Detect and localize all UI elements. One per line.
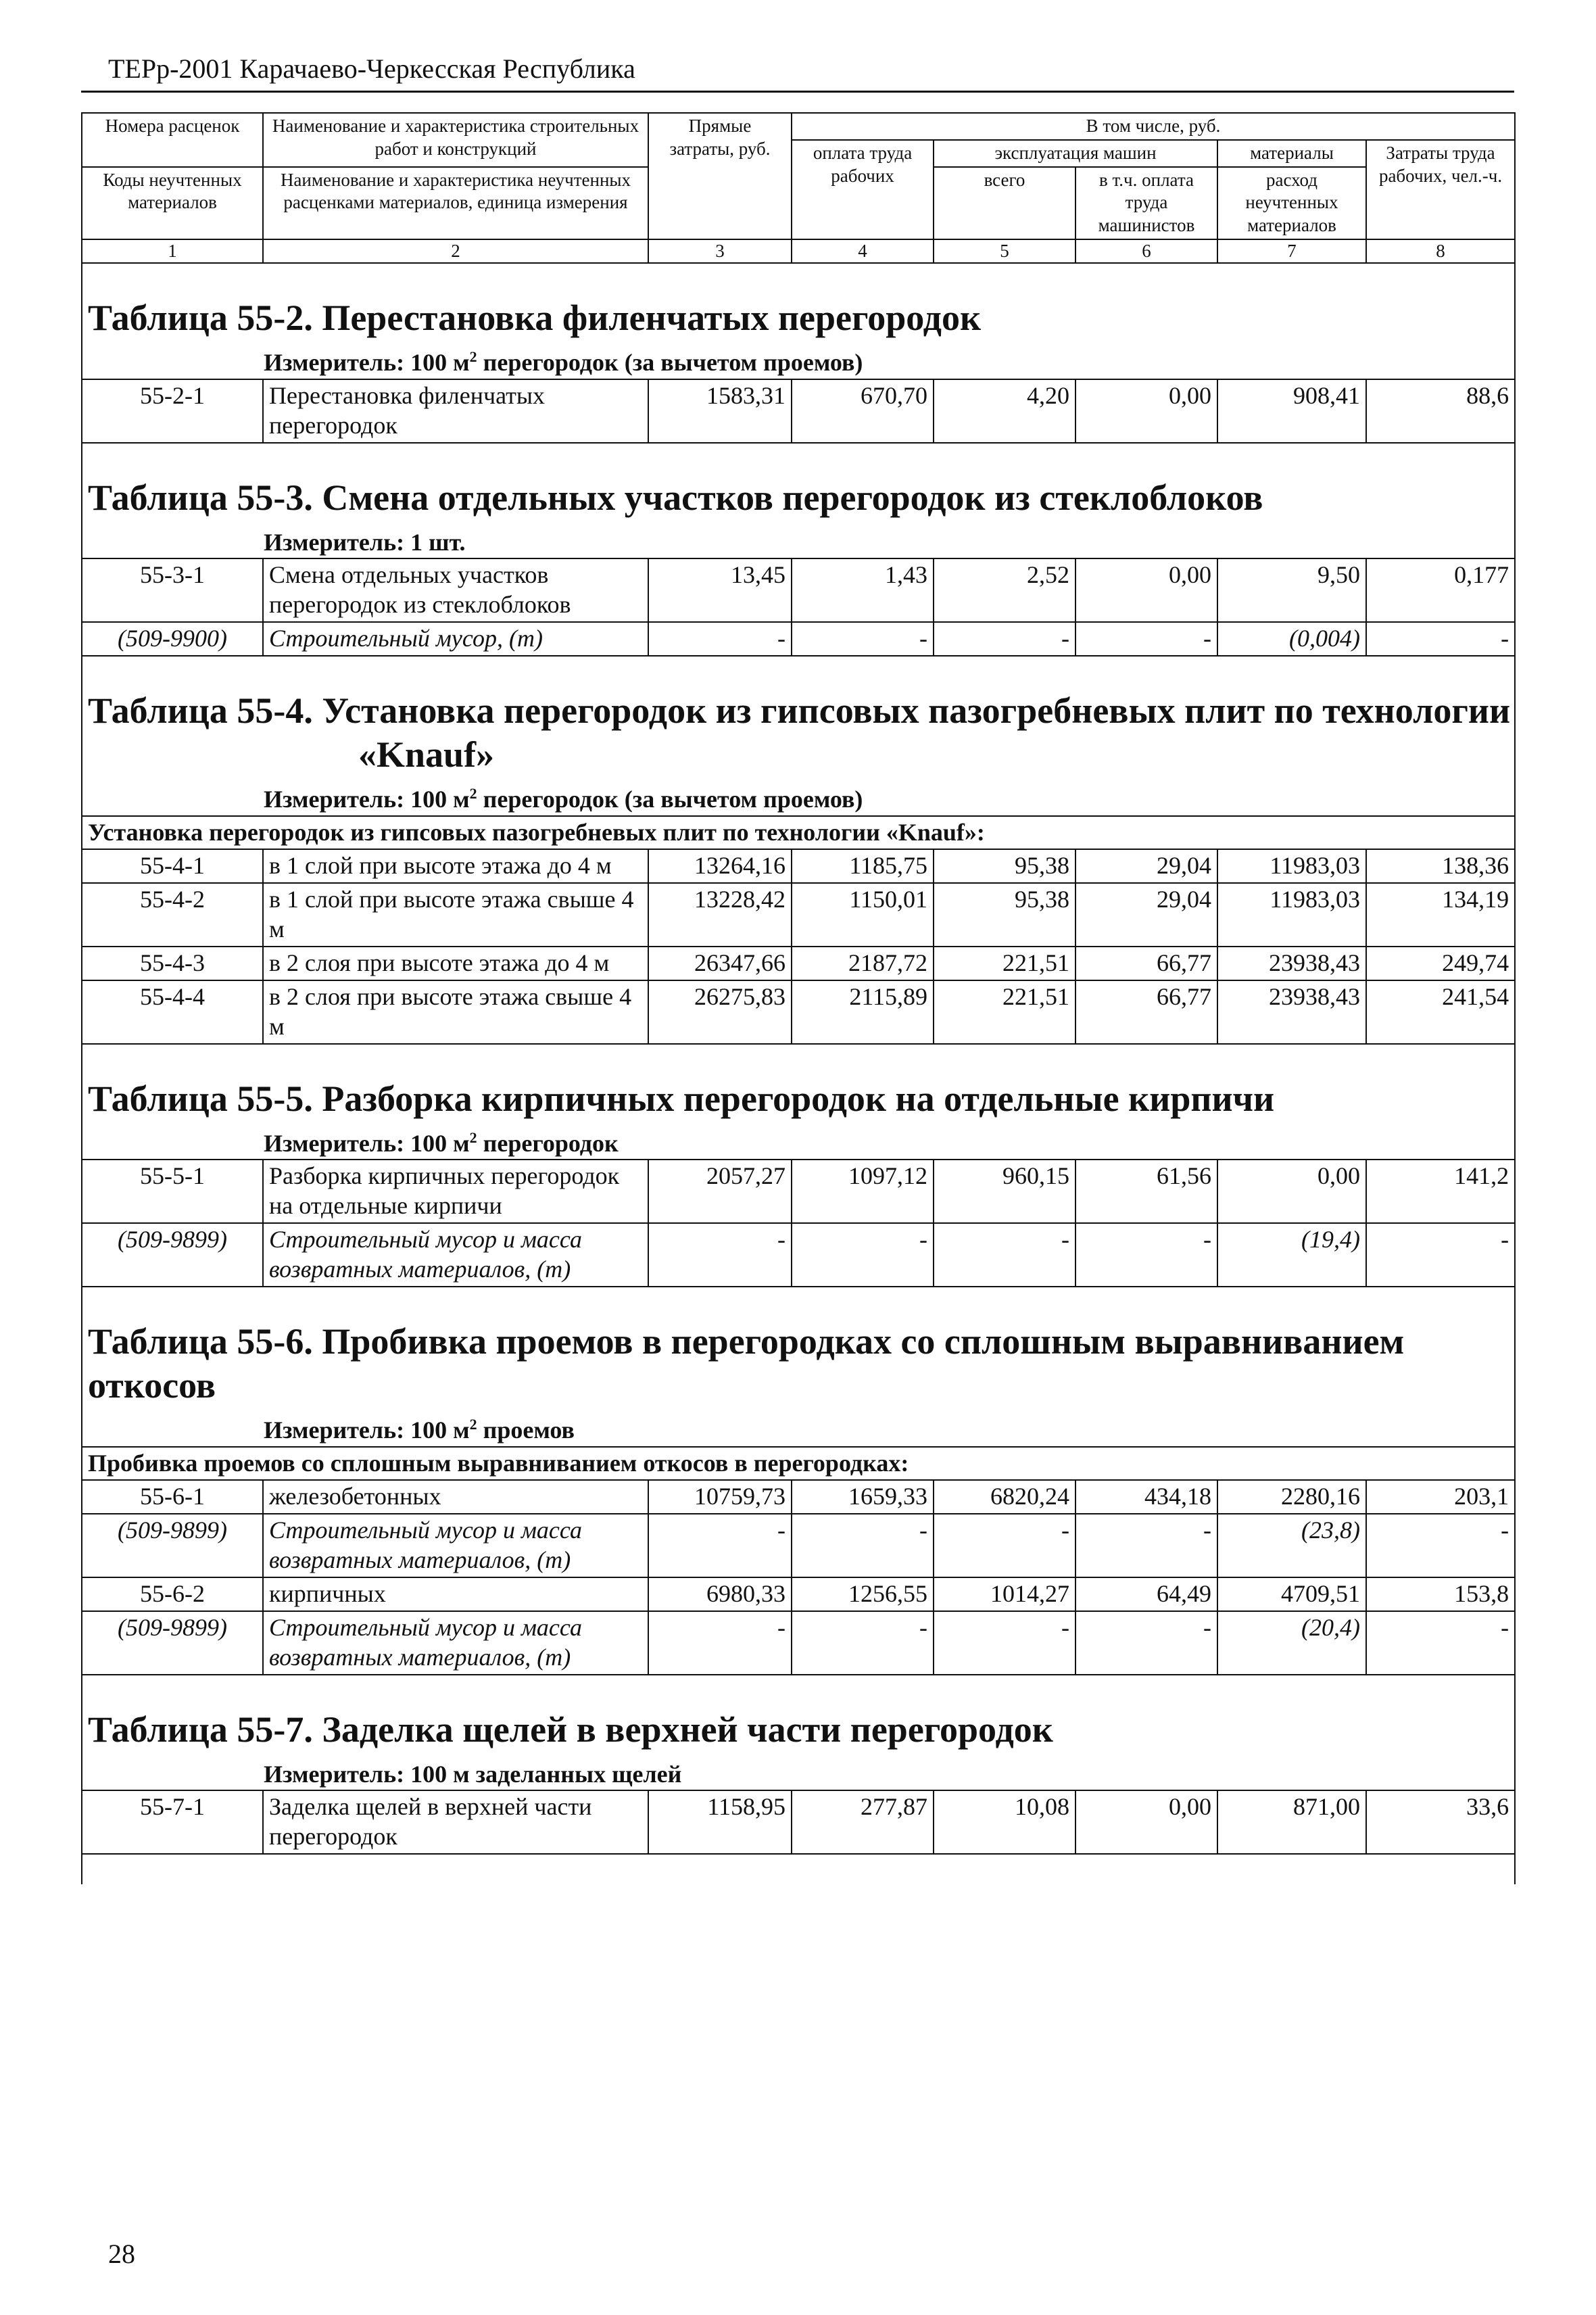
operator-wages: - — [1075, 1514, 1217, 1577]
table-row — [82, 558, 1515, 622]
work-name: Перестановка филенчатых перегородок — [263, 379, 648, 443]
rate-code: 55-4-2 — [82, 883, 263, 947]
column-number: 3 — [648, 239, 792, 264]
machines-total: 221,51 — [934, 980, 1075, 1044]
header-work-name: Наименование и характеристика строительных работ и конструкций — [263, 113, 648, 167]
operator-wages: 66,77 — [1075, 980, 1217, 1044]
materials: 23938,43 — [1217, 980, 1366, 1044]
header-material-consumption: расход неучтенных материалов — [1217, 167, 1366, 239]
machines-total: 6820,24 — [934, 1480, 1075, 1514]
machines-total: - — [934, 1611, 1075, 1675]
machines-total: - — [934, 1514, 1075, 1577]
material-consumption: (20,4) — [1217, 1611, 1366, 1675]
material-consumption: (19,4) — [1217, 1223, 1366, 1287]
operator-wages: 29,04 — [1075, 883, 1217, 947]
work-name: Разборка кирпичных перегородок на отдельные кирпичи — [263, 1160, 648, 1223]
rate-code: 55-4-4 — [82, 980, 263, 1044]
work-name: Смена отдельных участков перегородок из стеклоблоков — [263, 558, 648, 622]
operator-wages: 29,04 — [1075, 849, 1217, 883]
wages: 1,43 — [792, 558, 934, 622]
measure-unit: Измеритель: 1 шт. — [264, 528, 466, 556]
table-title: Таблица 55-4. Установка перегородок из гипсовых пазогребневых плит по технологии «Knauf» — [88, 690, 1511, 775]
operator-wages: - — [1075, 622, 1217, 656]
table-title: Таблица 55-2. Перестановка филенчатых перегородок — [88, 297, 982, 339]
labor: - — [1366, 622, 1515, 656]
wages: - — [792, 1611, 934, 1675]
header-operator-wages: в т.ч. оплата труда машинистов — [1075, 167, 1217, 239]
table-row — [82, 379, 1515, 443]
wages: 277,87 — [792, 1790, 934, 1854]
operator-wages: 64,49 — [1075, 1577, 1217, 1611]
measure-unit: Измеритель: 100 $м^2$ перегородок — [264, 1128, 619, 1157]
materials: 2280,16 — [1217, 1480, 1366, 1514]
direct-costs: 13228,42 — [648, 883, 792, 947]
direct-costs: 26275,83 — [648, 980, 792, 1044]
material-row — [82, 1514, 1515, 1577]
materials: 871,00 — [1217, 1790, 1366, 1854]
labor: 0,177 — [1366, 558, 1515, 622]
measure-unit: Измеритель: 100 м заделанных щелей — [264, 1760, 682, 1788]
work-name: в 1 слой при высоте этажа до 4 м — [263, 849, 648, 883]
material-code: (509-9899) — [82, 1223, 263, 1287]
materials: 11983,03 — [1217, 883, 1366, 947]
labor: 88,6 — [1366, 379, 1515, 443]
materials: 0,00 — [1217, 1160, 1366, 1223]
material-row — [82, 1611, 1515, 1675]
table-row — [82, 1577, 1515, 1611]
machines-total: 221,51 — [934, 947, 1075, 980]
labor: 241,54 — [1366, 980, 1515, 1044]
table-title: Таблица 55-5. Разборка кирпичных перегородок на отдельные кирпичи — [88, 1078, 1275, 1119]
operator-wages: 434,18 — [1075, 1480, 1217, 1514]
table-row — [82, 1160, 1515, 1223]
direct-costs: 1158,95 — [648, 1790, 792, 1854]
header-rate-numbers: Номера расценок — [82, 113, 263, 167]
table-row — [82, 1790, 1515, 1854]
table-title: Таблица 55-3. Смена отдельных участков перегородок из стеклоблоков — [88, 477, 1263, 518]
labor: 249,74 — [1366, 947, 1515, 980]
materials: 23938,43 — [1217, 947, 1366, 980]
page-number: 28 — [108, 2239, 135, 2269]
wages: 1150,01 — [792, 883, 934, 947]
wages: - — [792, 1514, 934, 1577]
materials: 11983,03 — [1217, 849, 1366, 883]
running-head: ТЕРр-2001 Карачаево-Черкесская Республика — [108, 53, 635, 84]
header-direct-costs: Прямые затраты, руб. — [648, 113, 792, 239]
material-code: (509-9900) — [82, 622, 263, 656]
wages: - — [792, 622, 934, 656]
materials: 4709,51 — [1217, 1577, 1366, 1611]
material-code: (509-9899) — [82, 1611, 263, 1675]
materials: 9,50 — [1217, 558, 1366, 622]
machines-total: 95,38 — [934, 849, 1075, 883]
direct-costs: - — [648, 1611, 792, 1675]
machines-total: 4,20 — [934, 379, 1075, 443]
material-name: Строительный мусор, (т) — [263, 622, 648, 656]
header-material-name: Наименование и характеристика неучтенных расценками материалов, единица измерения — [263, 167, 648, 239]
labor: 138,36 — [1366, 849, 1515, 883]
machines-total: 1014,27 — [934, 1577, 1075, 1611]
work-name: в 2 слоя при высоте этажа до 4 м — [263, 947, 648, 980]
direct-costs: 1583,31 — [648, 379, 792, 443]
header-including: В том числе, руб. — [792, 113, 1515, 140]
column-number: 8 — [1366, 239, 1515, 264]
wages: 2187,72 — [792, 947, 934, 980]
work-name: в 2 слоя при высоте этажа свыше 4 м — [263, 980, 648, 1044]
group-heading: Установка перегородок из гипсовых пазогребневых плит по технологии «Knauf»: — [82, 816, 1515, 850]
table-title: Таблица 55-7. Заделка щелей в верхней части перегородок — [88, 1709, 1053, 1750]
measure-unit: Измеритель: 100 $м^2$ проемов — [264, 1415, 575, 1443]
direct-costs: - — [648, 1514, 792, 1577]
wages: 1185,75 — [792, 849, 934, 883]
rate-code: 55-4-1 — [82, 849, 263, 883]
measure-unit: Измеритель: 100 $м^2$ перегородок (за вычетом проемов) — [264, 348, 863, 377]
wages: 1659,33 — [792, 1480, 934, 1514]
material-name: Строительный мусор и масса возвратных материалов, (т) — [263, 1611, 648, 1675]
operator-wages: - — [1075, 1611, 1217, 1675]
labor: - — [1366, 1514, 1515, 1577]
labor: - — [1366, 1611, 1515, 1675]
column-number: 6 — [1075, 239, 1217, 264]
direct-costs: 26347,66 — [648, 947, 792, 980]
header-machines: эксплуатация машин — [934, 140, 1217, 167]
wages: - — [792, 1223, 934, 1287]
operator-wages: 61,56 — [1075, 1160, 1217, 1223]
operator-wages: 66,77 — [1075, 947, 1217, 980]
work-name: кирпичных — [263, 1577, 648, 1611]
column-number: 4 — [792, 239, 934, 264]
rates-table — [81, 112, 1516, 1884]
operator-wages: 0,00 — [1075, 1790, 1217, 1854]
direct-costs: - — [648, 1223, 792, 1287]
table-row — [82, 947, 1515, 980]
rates-sheet — [81, 112, 1514, 1884]
material-name: Строительный мусор и масса возвратных материалов, (т) — [263, 1514, 648, 1577]
group-heading: Пробивка проемов со сплошным выравниванием откосов в перегородках: — [82, 1447, 1515, 1481]
table-row — [82, 883, 1515, 947]
rate-code: 55-3-1 — [82, 558, 263, 622]
material-consumption: (23,8) — [1217, 1514, 1366, 1577]
table-title: Таблица 55-6. Пробивка проемов в перегородках со сплошным выравниванием откосов — [88, 1321, 1405, 1406]
direct-costs: 6980,33 — [648, 1577, 792, 1611]
header-machines-total: всего — [934, 167, 1075, 239]
direct-costs: 13,45 — [648, 558, 792, 622]
machines-total: - — [934, 1223, 1075, 1287]
column-numbers-row — [82, 239, 1515, 264]
wages: 2115,89 — [792, 980, 934, 1044]
labor: 33,6 — [1366, 1790, 1515, 1854]
material-row — [82, 622, 1515, 656]
column-number: 7 — [1217, 239, 1366, 264]
rate-code: 55-7-1 — [82, 1790, 263, 1854]
labor: 153,8 — [1366, 1577, 1515, 1611]
direct-costs: 13264,16 — [648, 849, 792, 883]
labor: 203,1 — [1366, 1480, 1515, 1514]
machines-total: 960,15 — [934, 1160, 1075, 1223]
operator-wages: 0,00 — [1075, 379, 1217, 443]
work-name: Заделка щелей в верхней части перегородок — [263, 1790, 648, 1854]
table-row — [82, 980, 1515, 1044]
header-rule — [81, 91, 1514, 93]
machines-total: 95,38 — [934, 883, 1075, 947]
column-number: 5 — [934, 239, 1075, 264]
machines-total: 2,52 — [934, 558, 1075, 622]
materials: 908,41 — [1217, 379, 1366, 443]
labor: - — [1366, 1223, 1515, 1287]
machines-total: - — [934, 622, 1075, 656]
direct-costs: 2057,27 — [648, 1160, 792, 1223]
rate-code: 55-5-1 — [82, 1160, 263, 1223]
column-number: 2 — [263, 239, 648, 264]
material-row — [82, 1223, 1515, 1287]
wages: 1256,55 — [792, 1577, 934, 1611]
material-name: Строительный мусор и масса возвратных материалов, (т) — [263, 1223, 648, 1287]
rate-code: 55-6-1 — [82, 1480, 263, 1514]
direct-costs: 10759,73 — [648, 1480, 792, 1514]
labor: 141,2 — [1366, 1160, 1515, 1223]
column-number: 1 — [82, 239, 263, 264]
work-name: в 1 слой при высоте этажа свыше 4 м — [263, 883, 648, 947]
rate-code: 55-6-2 — [82, 1577, 263, 1611]
direct-costs: - — [648, 622, 792, 656]
wages: 1097,12 — [792, 1160, 934, 1223]
header-material-codes: Коды неучтенных материалов — [82, 167, 263, 239]
work-name: железобетонных — [263, 1480, 648, 1514]
header-materials: материалы — [1217, 140, 1366, 167]
rate-code: 55-4-3 — [82, 947, 263, 980]
rate-code: 55-2-1 — [82, 379, 263, 443]
header-labor: Затраты труда рабочих, чел.-ч. — [1366, 140, 1515, 239]
operator-wages: 0,00 — [1075, 558, 1217, 622]
measure-unit: Измеритель: 100 $м^2$ перегородок (за вычетом проемов) — [264, 784, 863, 813]
machines-total: 10,08 — [934, 1790, 1075, 1854]
wages: 670,70 — [792, 379, 934, 443]
header-wages: оплата труда рабочих — [792, 140, 934, 239]
material-consumption: (0,004) — [1217, 622, 1366, 656]
operator-wages: - — [1075, 1223, 1217, 1287]
table-row — [82, 1480, 1515, 1514]
labor: 134,19 — [1366, 883, 1515, 947]
table-row — [82, 849, 1515, 883]
material-code: (509-9899) — [82, 1514, 263, 1577]
